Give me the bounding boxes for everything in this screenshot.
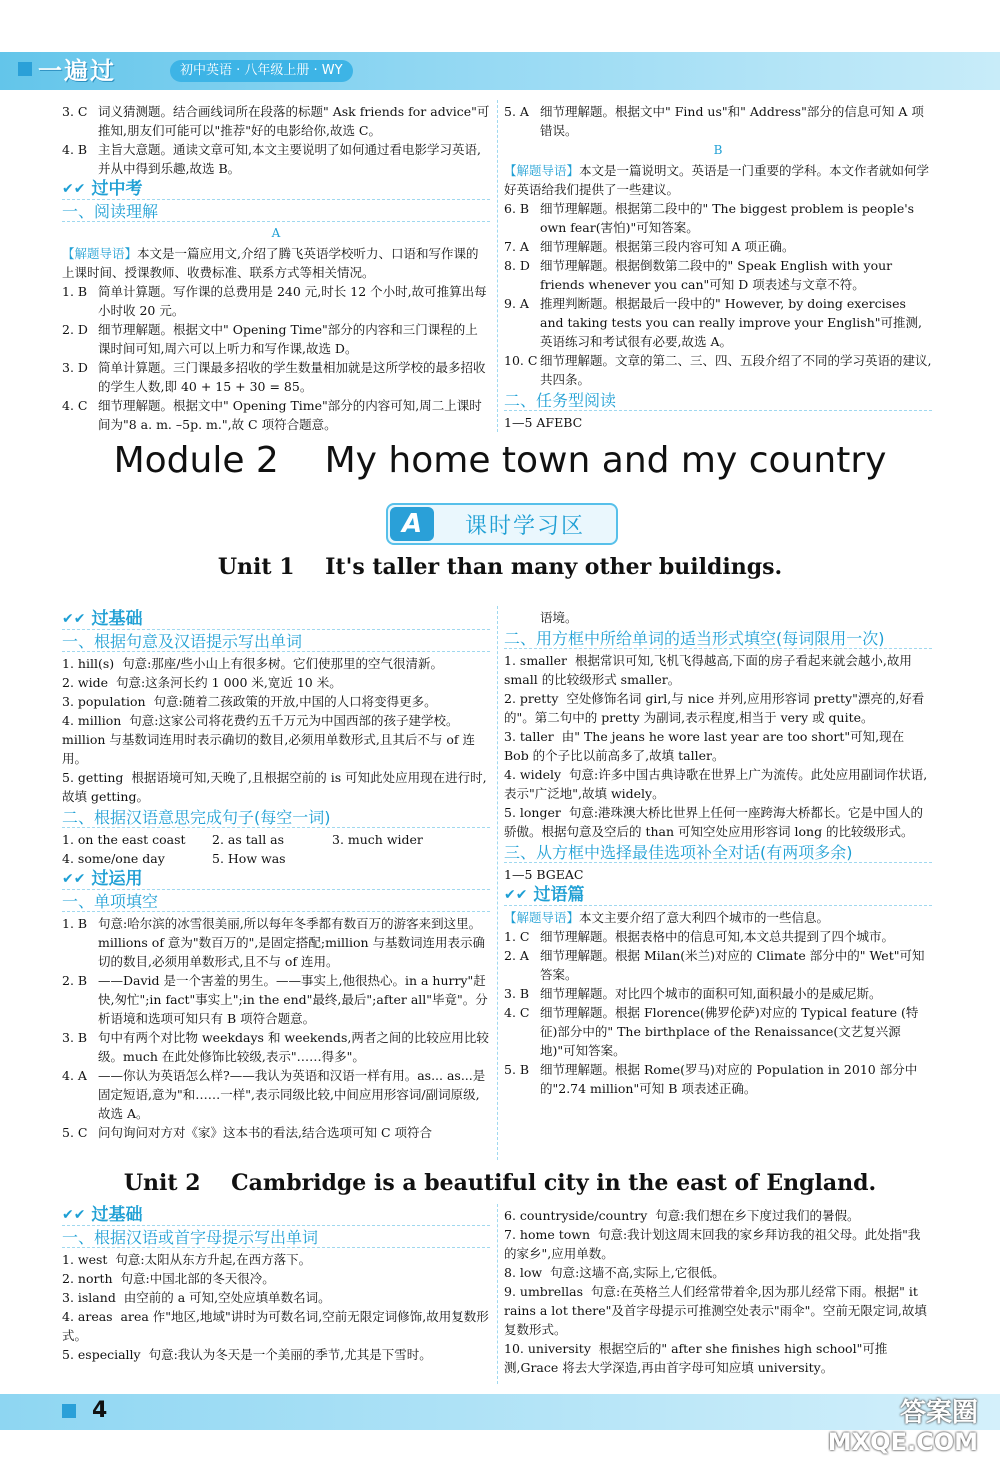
answer-item: 10. university 根据空后的" after she finishes high school"可推测,Grace 将去大学深造,再由首字母可知应填 university。 — [504, 1341, 888, 1375]
answer-item: 4. million 句意:这家公司将花费约五千万元为中国西部的孩子建学校。million 与基数词连用时表示确切的数目,必须用单数形式,且其后不与 of 连用。 — [62, 713, 475, 766]
answer-item: 3. population 句意:随着二孩政策的开放,中国的人口将变得更多。 — [62, 694, 437, 709]
answer-item: 3. island 由空前的 a 可知,空处应填单数名词。 — [62, 1290, 331, 1305]
subsection-heading: 一、阅读理解 — [62, 202, 490, 222]
column-divider — [497, 100, 498, 432]
answer-item: 3. B 细节理解题。对比四个城市的面积可知,面积最小的是威尼斯。 — [504, 986, 882, 1001]
header-subtitle: 初中英语 · 八年级上册 · WY — [170, 60, 353, 82]
answer-item: 2. D 细节理解题。根据文中" Opening Time"部分的内容和三门课程的上课时间可知,周六可以上听力和写作课,故选 D。 — [62, 322, 478, 356]
top-left-column — [62, 102, 490, 434]
check-icon: ✔✔ — [62, 1207, 86, 1223]
unit1-left-column — [62, 608, 490, 1142]
subsection-heading: 二、任务型阅读 — [504, 391, 932, 411]
check-icon: ✔✔ — [62, 181, 86, 197]
guide-paragraph: 【解题导语】本文主要介绍了意大利四个城市的一些信息。 — [504, 910, 830, 925]
answer-item: 5. longer 句意:港珠澳大桥比世界上任何一座跨海大桥都长。它是中国人的骄傲。根据句意及空后的 than 可知空处应用形容词 long 的比较级形式。 — [504, 805, 924, 839]
watermark-logo: 答案圈 — [899, 1398, 978, 1428]
task-answer: 1—5 AFEBC — [504, 415, 583, 430]
answer-item: 1. C 细节理解题。根据表格中的信息可知,本文总共提到了四个城市。 — [504, 929, 894, 944]
top-right-column — [504, 102, 932, 432]
brand-square-icon — [18, 62, 32, 76]
guide-paragraph: 【解题导语】本文是一篇应用文,介绍了腾飞英语学校听力、口语和写作课的上课时间、授课教师、收费标准、联系方式等相关情况。 — [62, 246, 479, 280]
subsection-heading: 一、根据汉语或首字母提示写出单词 — [62, 1228, 490, 1248]
section-heading: ✔✔ 过运用 — [62, 870, 490, 890]
section-heading: ✔✔ 过语篇 — [504, 886, 932, 906]
answer-item: 2. wide 句意:这条河长约 1 000 米,宽近 10 米。 — [62, 675, 342, 690]
subsection-heading: 一、根据句意及汉语提示写出单词 — [62, 632, 490, 652]
answer-item: 5. getting 根据语境可知,天晚了,且根据空前的 is 可知此处应用现在进行时,故填 getting。 — [62, 770, 487, 804]
answer-item: 2. pretty 空处修饰名词 girl,与 nice 并列,应用形容词 pretty"漂亮的,好看的"。第二句中的 pretty 为副词,表示程度,相当于 very 或 quite。 — [504, 691, 925, 725]
answer-item: 1. B 句意:哈尔滨的冰雪很美丽,所以每年冬季都有数百万的游客来到这里。millions of 意为"数百万的",是固定搭配;million 与基数词连用表示确切的数目,必须用单数形式,且不与 of 连用。 — [62, 916, 486, 969]
answer-item: 2. A 细节理解题。根据 Milan(米兰)对应的 Climate 部分中的" Wet"可知答案。 — [504, 948, 925, 982]
answer-item: 2. B ——David 是一个害羞的男生。——事实上,他很热心。in a hurry"赶快,匆忙";in fact"事实上";in the end"最终,最后";after all"毕竟"。分析语境和选项可知只有 B 项符合题意。 — [62, 973, 488, 1026]
answer-item: 4. A ——你认为英语怎么样?——我认为英语和汉语一样有用。as... as...是固定短语,意为"和……一样",表示同级比较,中间应用形容词/副词原级,故选 A。 — [62, 1068, 486, 1121]
column-divider — [497, 606, 498, 1160]
check-icon: ✔✔ — [62, 611, 86, 627]
answer-item: 8. low 句意:这墙不高,实际上,它很低。 — [504, 1265, 725, 1280]
unit1-right-column — [504, 608, 932, 1098]
section-heading: ✔✔ 过中考 — [62, 180, 490, 200]
answer-item: 1. west 句意:太阳从东方升起,在西方落下。 — [62, 1252, 312, 1267]
answer-item: 8. D 细节理解题。根据倒数第二段中的" Speak English with your friends whenever you can"可知 D 项表述与文章不符。 — [504, 258, 893, 292]
check-icon: ✔✔ — [62, 871, 86, 887]
answer-item: 4. C 细节理解题。根据 Florence(佛罗伦萨)对应的 Typical feature (特征)部分中的" The birthplace of the Renaissance(文艺复兴源地)"可知答案。 — [504, 1005, 919, 1058]
answer-item: 5. A 细节理解题。根据文中" Find us"和" Address"部分的信息可知 A 项错误。 — [504, 104, 924, 138]
answer-item: 3. taller 由" The jeans he wore last year are too short"可知,现在 Bob 的个子比以前高多了,故填 taller。 — [504, 729, 905, 763]
footer-square-icon — [62, 1404, 76, 1418]
answer-item: 3. C 词义猜测题。结合画线词所在段落的标题" Ask friends for advice"可推知,朋友们可能可以"推荐"好的电影给你,故选 C。 — [62, 104, 490, 138]
unit1-title: Unit 1 It's taller than many other buildings. — [217, 554, 783, 580]
answer-row: 4. some/one day 5. How was — [62, 851, 286, 866]
answer-item: 1. B 简单计算题。写作课的总费用是 240 元,时长 12 个小时,故可推算出每小时收 20 元。 — [62, 284, 487, 318]
page-number: 4 — [92, 1398, 108, 1423]
answer-item: 4. B 主旨大意题。通读文章可知,本文主要说明了如何通过看电影学习英语,并从中得到乐趣,故选 B。 — [62, 142, 481, 176]
passage-label: A — [271, 226, 281, 240]
answer-item: 4. C 细节理解题。根据文中" Opening Time"部分的内容可知,周二上课时间为"8 a. m. –5p. m.",故 C 项符合题意。 — [62, 398, 482, 432]
answer-item: 4. widely 句意:许多中国古典诗歌在世界上广为流传。此处应用副词作状语,表示"广泛地",故填 widely。 — [504, 767, 928, 801]
answer-item: 5. especially 句意:我认为冬天是一个美丽的季节,尤其是下雪时。 — [62, 1347, 432, 1362]
answer-item: 4. areas area 作"地区,地域"讲时为可数名词,空前无限定词修饰,故用复数形式。 — [62, 1309, 489, 1343]
answer-item: 6. countryside/country 句意:我们想在乡下度过我们的暑假。 — [504, 1208, 860, 1223]
unit2-right-column — [504, 1206, 932, 1377]
section-heading: ✔✔ 过基础 — [62, 1206, 490, 1226]
subsection-heading: 二、用方框中所给单词的适当形式填空(每词限用一次) — [504, 629, 932, 649]
column-divider — [497, 1204, 498, 1384]
answer-item: 3. D 简单计算题。三门课最多招收的学生数量相加就是这所学校的最多招收的学生人数,即 40 + 15 + 30 = 85。 — [62, 360, 486, 394]
subsection-heading: 三、从方框中选择最佳选项补全对话(有两项多余) — [504, 843, 932, 863]
footer-bar — [0, 1394, 1000, 1430]
answer-item: 1. hill(s) 句意:那座/些小山上有很多树。它们使那里的空气很清新。 — [62, 656, 444, 671]
answer-item: 3. B 句中有两个对比物 weekdays 和 weekends,两者之间的比较应用比较级。much 在此处修饰比较级,表示"……得多"。 — [62, 1030, 489, 1064]
module-title: Module 2 My home town and my country — [113, 440, 887, 481]
answer-item: 2. north 句意:中国北部的冬天很冷。 — [62, 1271, 275, 1286]
section-heading: ✔✔ 过基础 — [62, 610, 490, 630]
unit2-title: Unit 2 Cambridge is a beautiful city in the east of England. — [123, 1170, 877, 1196]
answer-item: 9. A 推理判断题。根据最后一段中的" However, by doing exercises and taking tests you can really improve your English"可推测,英语练习和考试很有必要,故选 A。 — [504, 296, 922, 349]
continued-text: 语境。 — [540, 610, 578, 625]
unit2-left-column — [62, 1204, 490, 1364]
answer-item: 9. umbrellas 句意:在英格兰人们经常带着伞,因为那儿经常下雨。根据" it rains a lot there"及首字母提示可推测空处表示"雨伞"。空前无限定词,故填复数形式。 — [504, 1284, 927, 1337]
answer-item: 1. smaller 根据常识可知,飞机飞得越高,下面的房子看起来就会越小,故用 small 的比较级形式 smaller。 — [504, 653, 912, 687]
passage-label: B — [713, 143, 723, 157]
answer-item: 7. home town 句意:我计划这周末回我的家乡拜访我的祖父母。此处指"我的家乡",应用单数。 — [504, 1227, 921, 1261]
task-answer: 1—5 BGEAC — [504, 867, 584, 882]
check-icon: ✔✔ — [504, 887, 528, 903]
answer-item: 6. B 细节理解题。根据第二段中的" The biggest problem is people's own fear(害怕)"可知答案。 — [504, 201, 915, 235]
answer-item: 5. C 问句询问对方对《家》这本书的看法,结合选项可知 C 项符合 — [62, 1125, 432, 1140]
subsection-heading: 一、单项填空 — [62, 892, 490, 912]
answer-item: 5. B 细节理解题。根据 Rome(罗马)对应的 Population in 2010 部分中的"2.74 million"可知 B 项表述正确。 — [504, 1062, 918, 1096]
answer-row: 1. on the east coast 2. as tall as 3. much wider — [62, 832, 423, 847]
zone-text: 课时学习区 — [464, 513, 585, 539]
brand-logo: 一遍过 — [38, 57, 116, 85]
answer-item: 10. C 细节理解题。文章的第二、三、四、五段介绍了不同的学习英语的建议,共四条。 — [504, 353, 932, 387]
subsection-heading: 二、根据汉语意思完成句子(每空一词) — [62, 808, 490, 828]
answer-item: 7. A 细节理解题。根据第三段内容可知 A 项正确。 — [504, 239, 795, 254]
guide-paragraph: 【解题导语】本文是一篇说明文。英语是一门重要的学科。本文作者就如何学好英语给我们提供了一些建议。 — [504, 163, 930, 197]
study-zone-label — [386, 503, 618, 545]
zone-letter: A — [390, 507, 434, 541]
watermark-url: MXQE.COM — [827, 1428, 978, 1456]
